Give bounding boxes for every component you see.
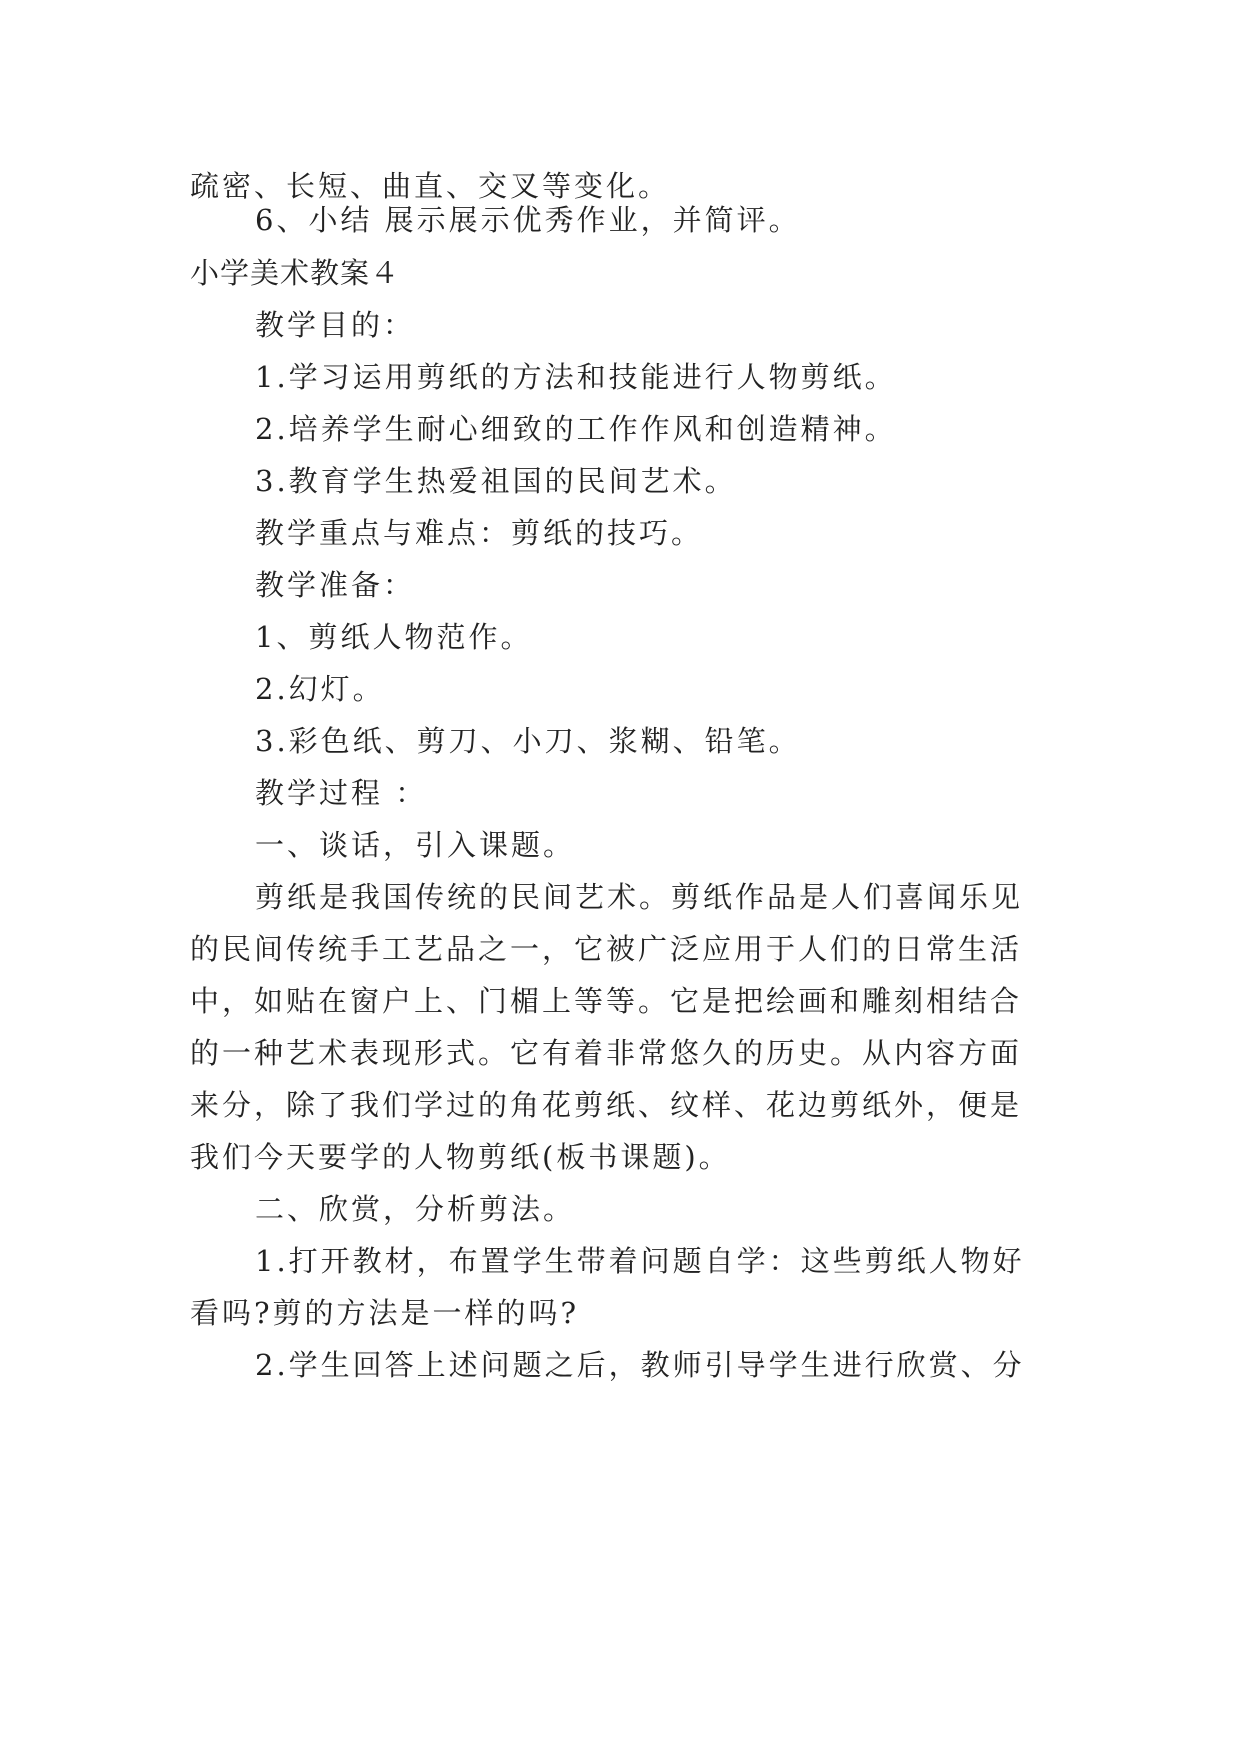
text-line: 2.培养学生耐心细致的工作作风和创造精神。 [255, 412, 897, 446]
text-line: 一、谈话，引入课题。 [255, 828, 576, 862]
text-line: 教学目的： [255, 308, 416, 342]
text-line: 3.彩色纸、剪刀、小刀、浆糊、铅笔。 [255, 724, 801, 758]
text-line: 教学过程 ： [255, 776, 428, 810]
text-line: 1、剪纸人物范作。 [255, 620, 533, 654]
text-line: 来分，除了我们学过的角花剪纸、纹样、花边剪纸外，便是 [190, 1088, 1023, 1122]
section-heading: 小学美术教案４ [190, 256, 401, 290]
text-line: 教学重点与难点：剪纸的技巧。 [255, 516, 704, 550]
text-line: 剪纸是我国传统的民间艺术。剪纸作品是人们喜闻乐见 [255, 880, 1024, 914]
text-line: 1.学习运用剪纸的方法和技能进行人物剪纸。 [255, 360, 897, 394]
text-line: 看吗?剪的方法是一样的吗? [190, 1296, 580, 1330]
text-line: 教学准备： [255, 568, 416, 602]
text-line: 3.教育学生热爱祖国的民间艺术。 [255, 464, 737, 498]
text-line: 我们今天要学的人物剪纸(板书课题)。 [190, 1140, 731, 1174]
text-line: 1.打开教材，布置学生带着问题自学：这些剪纸人物好 [255, 1244, 1025, 1278]
text-line: 2.幻灯。 [255, 672, 385, 706]
text-line: 的一种艺术表现形式。它有着非常悠久的历史。从内容方面 [190, 1036, 1023, 1070]
text-line: 的民间传统手工艺品之一，它被广泛应用于人们的日常生活 [190, 932, 1023, 966]
text-line: 6、小结 展示展示优秀作业，并简评。 [255, 203, 801, 237]
text-line: 疏密、长短、曲直、交叉等变化。 [190, 169, 671, 203]
text-line: 中，如贴在窗户上、门楣上等等。它是把绘画和雕刻相结合 [190, 984, 1023, 1018]
text-line: 2.学生回答上述问题之后，教师引导学生进行欣赏、分 [255, 1348, 1025, 1382]
text-line: 二、欣赏，分析剪法。 [255, 1192, 576, 1226]
